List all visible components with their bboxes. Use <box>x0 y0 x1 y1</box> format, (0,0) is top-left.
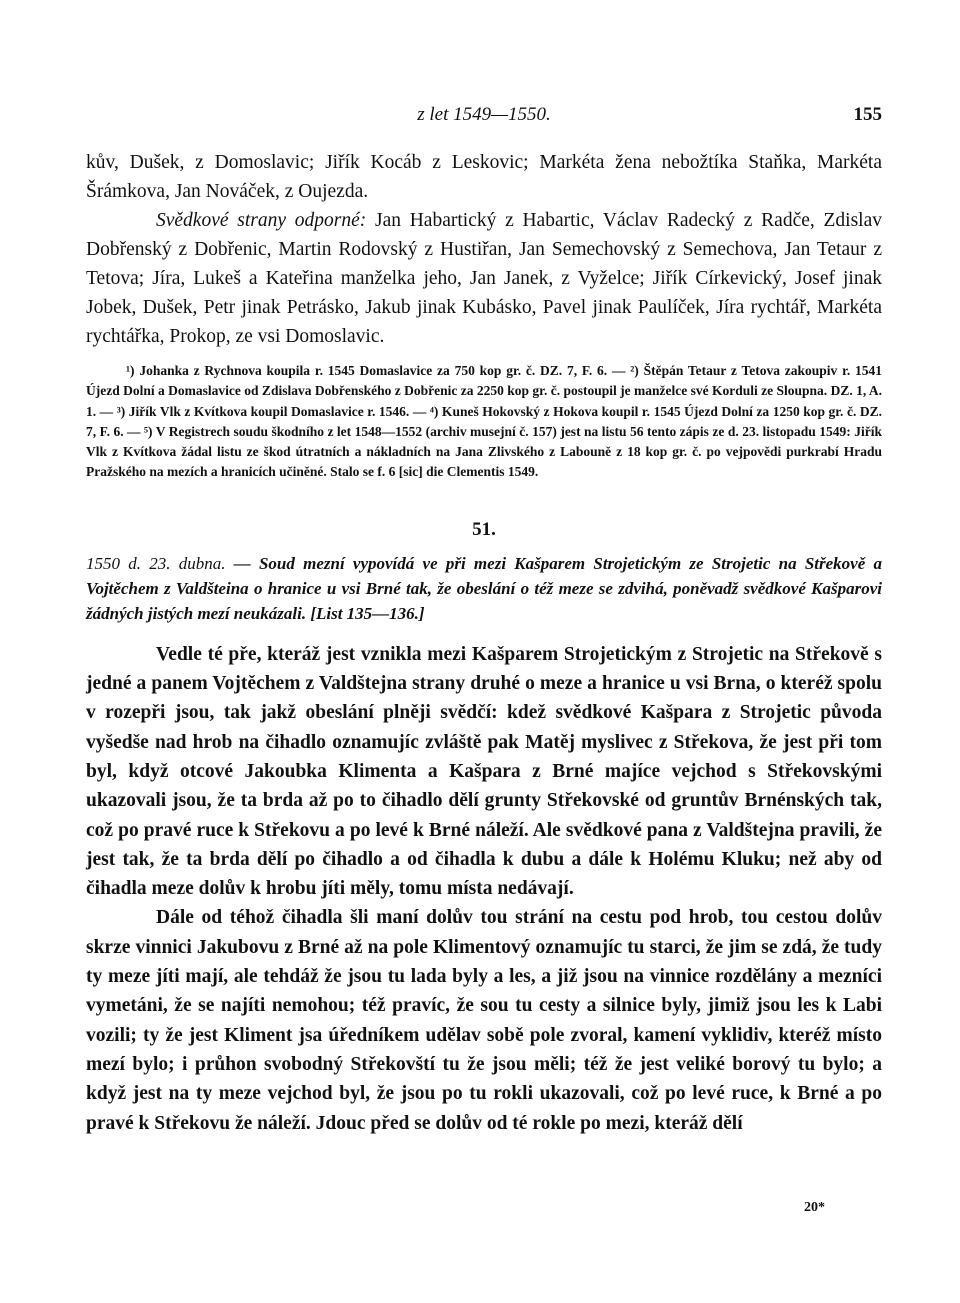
main-paragraph-2: Dále od téhož čihadla šli maní dolův tou strání na cestu pod hrob, tou cestou dolův skrze vinnici Jakubovu z Brné až na pole Klimentový oznamujíc tu starci, že jim se zdá, že tudy ty meze jíti mají, ale tehdáž že jsou tu lada byly a les, a již jsou na vinnice rozdělány a mezníci vymetáni, že se najíti nemohou; též pravíc, že sou tu cesty a silnice byly, jimiž jsou les k Labi vozili; ty že jest Kliment jsa úředníkem udělav sobě pole zvoral, kamení vyklidiv, kteréž místo mezí bylo; i průhon svobodný Střekovští tu že jsou měli; též že jest veliké borový tu bylo; a když jest na ty meze vejchod byl, že jsou po tu rokli ukazovali, což po levé ruce, k Brné a po pravé k Střekovu že náleží. Jdouc před se dolův od té rokle po mezi, kteráž dělí <box>86 907 882 1134</box>
document-number: 51. <box>472 518 496 540</box>
regest-text: — Soud mezní vypovídá ve při mezi Kašparem Strojetickým ze Strojetic na Střekově a Vojtěchem z Valdšteina o hranice u vsi Brné tak, že obeslání o též meze se zdvihá, poněvadž svědkové Kašparovi žádných jistých mezí neukázali. [List 135—136.] <box>86 553 882 623</box>
regest <box>86 551 882 626</box>
main-paragraph-1: Vedle té pře, kteráž jest vznikla mezi Kašparem Strojetickým z Strojetic na Střekově s jedné a panem Vojtěchem z Valdštejna strany druhé o meze a hranice u vsi Brna, o kteréž spolu v rozepři jsou, tak jakž obeslání plněji svědčí: kdež svědkové Kašpara z Strojetic původa vyšedše nad hrob na čihadlo oznamujíc zvláště pak Matěj myslivec z Střekova, že jest při tom byl, když otcové Jakoubka Klimenta a Kašpara z Brné majíce vejchod s Střekovskými ukazovali jsou, že ta brda až po to čihadlo dělí grunty Střekovské od gruntův Brnénských tak, což po pravé ruce k Střekovu a po levé k Brné náleží. Ale svědkové pana z Valdštejna pravili, že jest tak, že ta brda dělí po čihadlo a od čihadla k dubu a dále k Holému Kluku; než aby od čihadla meze dolův k hrobu jíti měly, tomu místa nedávají. <box>86 643 882 900</box>
footnotes <box>86 361 882 483</box>
main-text <box>86 640 882 1138</box>
continuation-text <box>86 148 882 351</box>
footnote-block: ¹) Johanka z Rychnova koupila r. 1545 Domaslavice za 750 kop gr. č. DZ. 7, F. 6. — ²) Štěpán Tetaur z Tetova zakoupiv r. 1541 Újezd Dolní a Domaslavice od Zdislava Dobřenského z Dobřenic za 2250 kop gr. č. postoupil je manželce své Korduli ze Sloupna. DZ. 1, A. 1. — ³) Jiřík Vlk z Kvítkova koupil Domaslavice r. 1546. — ⁴) Kuneš Hokovský z Hokova koupil r. 1545 Újezd Dolní za 1250 kop gr. č. DZ. 7, F. 6. — ⁵) V Registrech soudu škodního z let 1548—1552 (archiv musejní č. 157) jest na listu 56 tento zápis ze d. 23. listopadu 1549: Jiřík Vlk z Kvítkova žádal listu ze škod útratních a nákladních na Jana Zlivského z Labouně z 18 kop gr. č. po vejpovědi purkrabí Hradu Pražského na mezích a hranicích učiněné. Stalo se f. 6 [sic] die Clementis 1549. <box>86 363 882 480</box>
page-number: 155 <box>853 104 882 125</box>
witnesses-text: Jan Habartický z Habartic, Václav Radecký z Radče, Zdislav Dobřenský z Dobřenic, Martin Rodovský z Hustiřan, Jan Semechovský z Semechova, Jan Tetaur z Tetova; Jíra, Lukeš a Kateřina manželka jeho, Jan Janek, z Vyželce; Jiřík Církevický, Josef jinak Jobek, Dušek, Petr jinak Petrásko, Jakub jinak Kubásko, Pavel jinak Paulíček, Jíra rychtář, Markéta rychtářka, Prokop, ze vsi Domoslavic. <box>86 210 883 347</box>
witnesses-paragraph <box>86 206 882 351</box>
signature-mark: 20* <box>804 1200 825 1215</box>
page-header <box>86 100 882 130</box>
page <box>86 100 882 1138</box>
witnesses-label: Svědkové strany odporné: <box>156 210 367 231</box>
running-title: z let 1549—1550. <box>417 104 551 125</box>
continuation-paragraph: kův, Dušek, z Domoslavic; Jiřík Kocáb z Leskovic; Markéta žena nebožtíka Staňka, Markéta Šrámkova, Jan Nováček, z Oujezda. <box>86 152 882 202</box>
document-date: 1550 d. 23. dubna. <box>86 553 226 573</box>
